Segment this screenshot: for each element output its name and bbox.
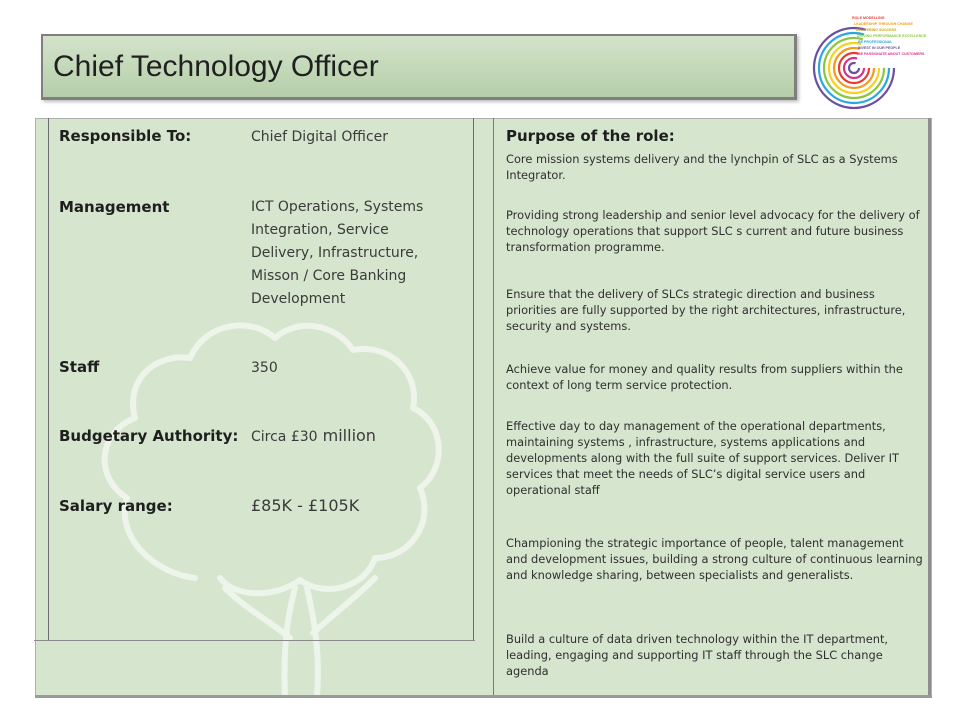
budgetary-authority-label: Budgetary Authority:: [59, 427, 239, 445]
budget-amount: Circa £30: [251, 429, 318, 445]
purpose-paragraph: Effective day to day management of the operational departments, maintaining systems , infrastructure, systems applications and developments along with the full suite of support services. Deliver IT services that meet the needs of SLC’s digital service users and operational staff: [506, 419, 899, 497]
staff-value: 350: [251, 360, 278, 376]
logo-tagline-5: BE PROFESSIONAL: [858, 40, 893, 44]
divider: [493, 118, 494, 698]
responsible-to-value: Chief Digital Officer: [251, 129, 389, 145]
logo-tagline-4: DRIVING PERFORMANCE EXCELLENCE: [857, 34, 927, 38]
panel-edge: [928, 118, 931, 698]
salary-range-value: £85K - £105K: [251, 496, 360, 515]
purpose-paragraph: Providing strong leadership and senior level advocacy for the delivery of technology operations that support SLC s current and future business transformation programme.: [506, 208, 920, 254]
panel-edge: [35, 695, 932, 698]
budget-unit: million: [317, 426, 376, 445]
concentric-rainbow-spiral-logo-icon: [808, 10, 938, 120]
logo-tagline-6: INVEST IN OUR PEOPLE: [858, 46, 901, 50]
purpose-paragraph: Core mission systems delivery and the lynchpin of SLC as a Systems Integrator.: [506, 152, 898, 182]
budgetary-authority-value: [251, 424, 451, 449]
staff-label: Staff: [59, 358, 100, 376]
purpose-paragraph: Championing the strategic importance of people, talent management and development issues, building a strong culture of continuous learning and knowledge sharing, between specialists and generalists.: [506, 536, 923, 582]
purpose-heading: Purpose of the role:: [506, 127, 675, 145]
logo-tagline-2: LEADERSHIP THROUGH CHANGE: [854, 22, 913, 26]
salary-range-label: Salary range:: [59, 497, 173, 515]
purpose-paragraph: Build a culture of data driven technology within the IT department, leading, engaging and supporting IT staff through the SLC change agenda: [506, 632, 889, 678]
purpose-paragraph: Ensure that the delivery of SLCs strategic direction and business priorities are fully supported by the right architectures, infrastructure, security and systems.: [506, 287, 906, 333]
logo-tagline-1: ROLE MODELLING: [852, 16, 885, 20]
logo-tagline-7: BE PASSIONATE ABOUT CUSTOMERS: [858, 52, 925, 56]
title-banner: [41, 34, 797, 100]
page-title: Chief Technology Officer: [53, 50, 379, 83]
responsible-to-label: Responsible To:: [59, 127, 192, 145]
divider: [34, 640, 475, 641]
management-value: ICT Operations, Systems Integration, Service Delivery, Infrastructure, Misson / Core Banking Development: [251, 199, 424, 307]
management-label: Management: [59, 198, 170, 216]
purpose-paragraph: Achieve value for money and quality results from suppliers within the context of long term service protection.: [506, 362, 903, 392]
logo-tagline-3: DELIVERING SUCCESS: [856, 28, 897, 32]
